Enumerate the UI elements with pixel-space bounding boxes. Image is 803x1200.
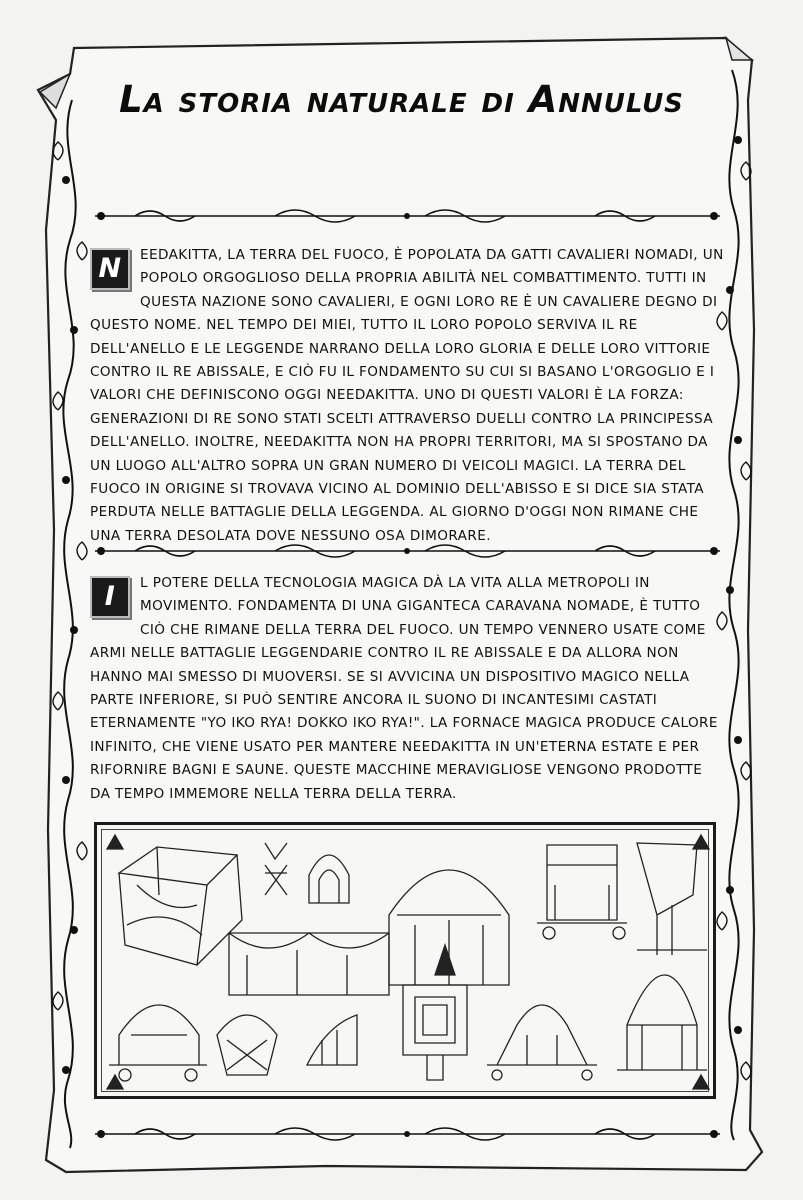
paragraph-metropolis [90, 572, 724, 806]
dropcap: I [90, 576, 130, 618]
paragraph-needakitta [90, 244, 724, 548]
vehicle-sketches-illustration [97, 825, 713, 1096]
ornamental-divider [95, 206, 720, 226]
paragraph-text: EEDAKITTA, LA TERRA DEL FUOCO, È POPOLATA DA GATTI CAVALIERI NOMADI, UN POPOLO ORGOGLIOSO DELLA PROPRIA ABILITÀ NEL COMBATTIMENTO. TUTTI IN QUESTA NAZIONE SONO CAVALIERI, E OGNI LORO RE È UN CAVALIERE DEGNO DI QUESTO NOME. NEL TEMPO DEI MIEI, TUTTO IL LORO POPOLO SERVIVA IL RE DELL'ANELLO E LE LEGGENDE NARRANO DELLA LORO GLORIA E DELLE LORO VITTORIE CONTRO IL RE ABISSALE, E CIÒ FU IL FONDAMENTO SU CUI SI BASANO L'ORGOGLIO E I VALORI CHE DEFINISCONO OGGI NEEDAKITTA. UNO DI QUESTI VALORI È LA FORZA: GENERAZIONI DI RE SONO STATI SCELTI ATTRAVERSO DUELLI CONTRO LA PRINCIPESSA DELL'ANELLO. INOLTRE, NEEDAKITTA NON HA PROPRI TERRITORI, MA SI SPOSTANO DA UN LUOGO ALL'ALTRO SOPRA UN GRAN NUMERO DI VEICOLI MAGICI. LA TERRA DEL FUOCO IN ORIGINE SI TROVAVA VICINO AL DOMINIO DELL'ABISSO E SI DICE SIA STATA PERDUTA NELLE BATTAGLIE DELLA LEGGENDA. AL GIORNO D'OGGI NON RIMANE CHE UNA TERRA DESOLATA DOVE NESSUNO OSA DIMORARE. [90, 247, 724, 544]
ornamental-divider [95, 1124, 720, 1144]
paragraph-text: L POTERE DELLA TECNOLOGIA MAGICA DÀ LA VITA ALLA METROPOLI IN MOVIMENTO. FONDAMENTA DI UNA GIGANTECA CARAVANA NOMADE, È TUTTO CIÒ CHE RIMANE DELLA TERRA DEL FUOCO. UN TEMPO VENNERO USATE COME ARMI NELLE BATTAGLIE LEGGENDARIE CONTRO IL RE ABISSALE E DA ALLORA NON HANNO MAI SMESSO DI MUOVERSI. SE SI AVVICINA UN DISPOSITIVO MAGICO NELLA PARTE INFERIORE, SI PUÒ SENTIRE ANCORA IL SUONO DI INCANTESIMI CASTATI ETERNAMENTE "YO IKO RYA! DOKKO IKO RYA!". LA FORNACE MAGICA PRODUCE CALORE INFINITO, CHE VIENE USATO PER MANTERE NEEDAKITTA IN UN'ETERNA ESTATE E PER RIFORNIRE BAGNI E SAUNE. QUESTE MACCHINE MERAVIGLIOSE VENGONO PRODOTTE DA TEMPO IMMEMORE NELLA TERRA DELLA TERRA. [90, 575, 718, 802]
dropcap: N [90, 248, 130, 290]
page-title: La storia naturale di Annulus [119, 78, 684, 121]
vehicle-sketch-plate [94, 822, 716, 1099]
